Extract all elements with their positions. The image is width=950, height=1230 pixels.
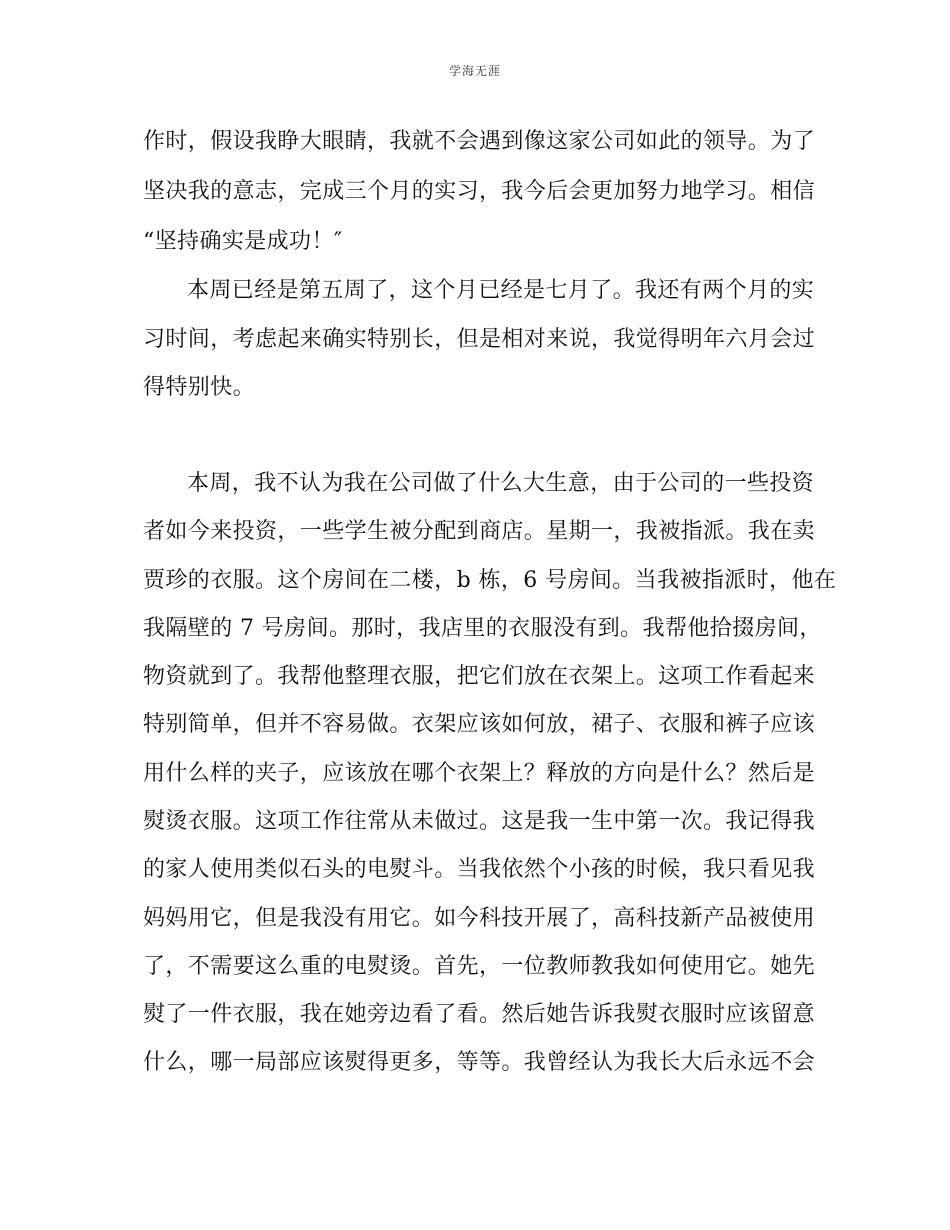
text-line: 我隔壁的 7 号房间。那时，我店里的衣服没有到。我帮他拾掇房间， xyxy=(143,616,822,641)
paragraph-start-line: 本周，我不认为我在公司做了什么大生意，由于公司的一些投资 xyxy=(187,471,815,496)
text-line: 熨烫衣服。这项工作往常从未做过。这是我一生中第一次。我记得我 xyxy=(143,809,816,834)
text-line: 的家人使用类似石头的电熨斗。当我依然个小孩的时候，我只看见我 xyxy=(143,857,816,882)
text-line: 妈妈用它，但是我没有用它。如今科技开展了，高科技新产品被使用 xyxy=(143,906,816,931)
paragraph-start-line: 本周已经是第五周了，这个月已经是七月了。我还有两个月的实 xyxy=(187,278,815,303)
text-line: “坚持确实是成功！″ xyxy=(143,229,343,254)
text-line: 坚决我的意志，完成三个月的实习，我今后会更加努力地学习。相信 xyxy=(143,179,816,204)
text-line: 者如今来投资，一些学生被分配到商店。星期一，我被指派。我在卖 xyxy=(143,519,816,544)
text-line: 得特别快。 xyxy=(143,375,256,400)
text-line: 用什么样的夹子，应该放在哪个衣架上？释放的方向是什么？然后是 xyxy=(143,761,816,786)
page-header: 学海无涯 xyxy=(448,64,501,78)
text-line: 特别简单，但并不容易做。衣架应该如何放，裙子、衣服和裤子应该 xyxy=(143,712,816,737)
text-line: 贾珍的衣服。这个房间在二楼，b 栋，6 号房间。当我被指派时，他在 xyxy=(143,568,837,593)
text-line: 物资就到了。我帮他整理衣服，把它们放在衣架上。这项工作看起来 xyxy=(143,664,816,689)
text-line: 习时间，考虑起来确实特别长，但是相对来说，我觉得明年六月会过 xyxy=(143,327,816,352)
text-line: 了，不需要这么重的电熨烫。首先，一位教师教我如何使用它。她先 xyxy=(143,954,816,979)
text-line: 熨了一件衣服，我在她旁边看了看。然后她告诉我熨衣服时应该留意 xyxy=(143,1002,816,1027)
text-line: 什么，哪一局部应该熨得更多，等等。我曾经认为我长大后永远不会 xyxy=(143,1050,816,1075)
text-line: 作时，假设我睁大眼睛，我就不会遇到像这家公司如此的领导。为了 xyxy=(143,129,816,154)
